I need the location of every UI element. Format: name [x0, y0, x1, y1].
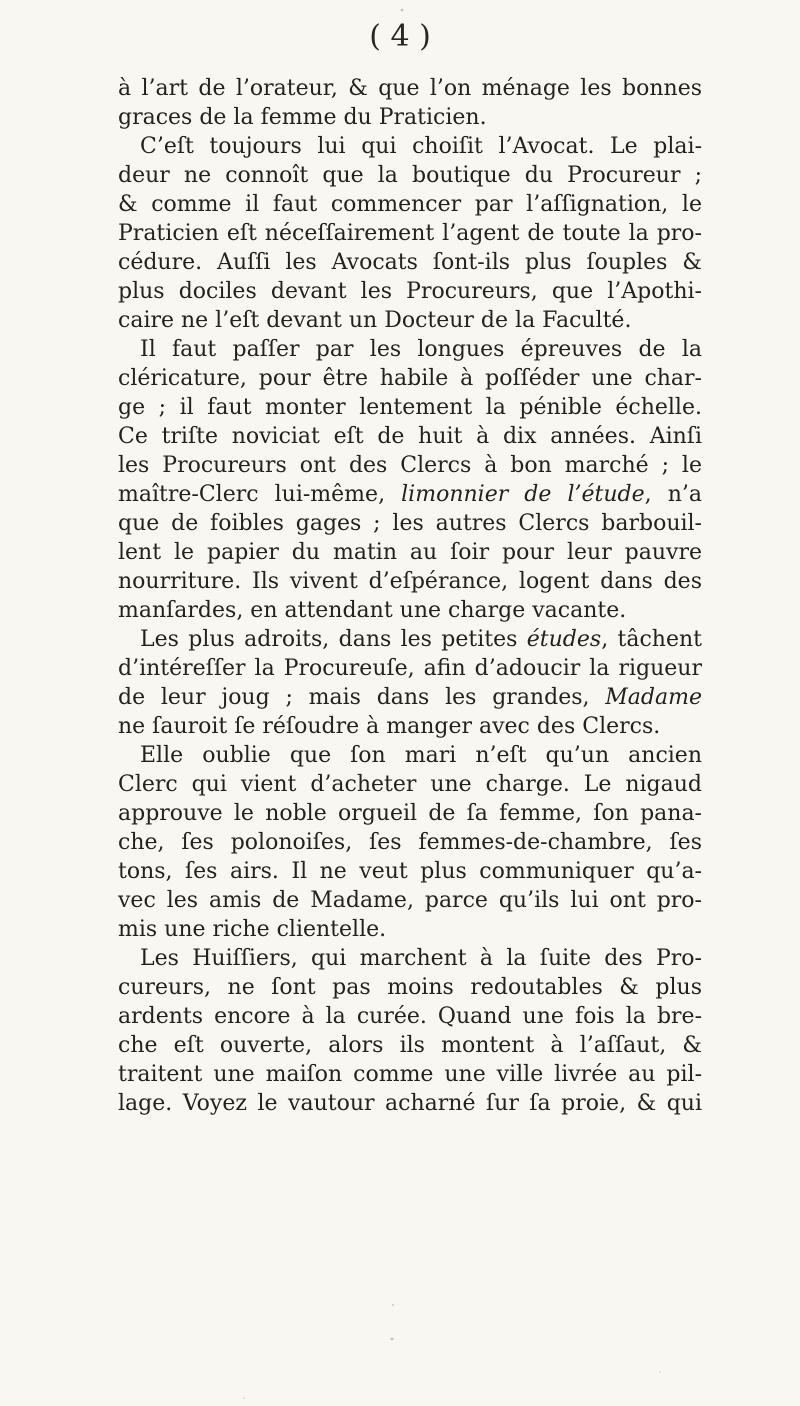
text-line-with-italic — [118, 625, 702, 654]
text-line: cureurs, ne ſont pas moins redoutables & plus — [118, 975, 702, 1000]
text-run: de leur joug ; mais dans les grandes, — [118, 685, 606, 710]
page-number: ( 4 ) — [369, 19, 431, 54]
text-run: maître-Clerc lui-même, — [118, 482, 402, 507]
text-line: C’eſt toujours lui qui choiſit l’Avocat. Le plai- — [140, 134, 702, 159]
text-line: caire ne l’eſt devant un Docteur de la Faculté. — [118, 308, 632, 333]
text-line: lent le papier du matin au ſoir pour leur pauvre — [118, 540, 702, 565]
italic-run: limonnier de l’étude — [401, 482, 645, 507]
text-line: cléricature, pour être habile à poſſéder une char- — [118, 366, 702, 391]
text-line: approuve le noble orgueil de ſa femme, ſon pana- — [118, 801, 702, 826]
text-line: deur ne connoît que la boutique du Procureur ; — [118, 163, 702, 188]
text-line: Elle oublie que ſon mari n’eſt qu’un ancien — [140, 743, 702, 768]
text-line: nourriture. Ils vivent d’eſpérance, logent dans des — [118, 569, 702, 594]
text-line: che eſt ouverte, alors ils montent à l’aſſaut, & — [118, 1033, 702, 1058]
text-run: , n’a — [644, 482, 703, 507]
text-line: que de foibles gages ; les autres Clercs barbouil- — [118, 511, 702, 536]
text-line: cédure. Auſſi les Avocats ſont-ils plus ſouples & — [118, 250, 702, 275]
body-text — [118, 74, 702, 1118]
text-line: tons, ſes airs. Il ne veut plus communiquer qu’a- — [118, 859, 702, 884]
text-run: , tâchent — [601, 627, 702, 652]
text-run: Les plus adroits, dans les petites — [140, 627, 527, 652]
text-line: graces de la femme du Praticien. — [118, 105, 487, 130]
text-line: d’intéreſſer la Procureuſe, afin d’adoucir la rigueur — [118, 656, 702, 681]
text-line-with-italic — [118, 480, 702, 509]
text-line: che, ſes polonoiſes, ſes femmes-de-chambre, ſes — [118, 830, 702, 855]
text-line: manſardes, en attendant une charge vacante. — [118, 598, 627, 623]
text-line: Clerc qui vient d’acheter une charge. Le nigaud — [118, 772, 702, 797]
text-line: les Procureurs ont des Clercs à bon marché ; le — [118, 453, 702, 478]
text-line: Ce triſte noviciat eſt de huit à dix années. Ainſi — [118, 424, 702, 449]
text-line: vec les amis de Madame, parce qu’ils lui ont pro- — [118, 888, 702, 913]
text-line: & comme il faut commencer par l’aſſignation, le — [118, 192, 702, 217]
text-line: ge ; il faut monter lentement la pénible échelle. — [118, 395, 702, 420]
text-line: Il faut paſſer par les longues épreuves de la — [140, 337, 702, 362]
text-line: mis une riche clientelle. — [118, 917, 387, 942]
text-line: Les Huiſſiers, qui marchent à la ſuite des Pro- — [140, 946, 702, 971]
text-line: Praticien eſt néceſſairement l’agent de toute la pro- — [118, 221, 702, 246]
text-line: ne ſauroit ſe réſoudre à manger avec des Clercs. — [118, 714, 661, 739]
text-line: lage. Voyez le vautour acharné ſur ſa proie, & qui — [118, 1091, 702, 1116]
text-line: ardents encore à la curée. Quand une fois la bre- — [118, 1004, 702, 1029]
italic-run: études — [526, 627, 602, 652]
text-line: plus dociles devant les Procureurs, que l’Apothi- — [118, 279, 702, 304]
text-line-with-italic — [118, 683, 702, 712]
text-line: traitent une maiſon comme une ville livrée au pil- — [118, 1062, 702, 1087]
italic-run: Madame — [605, 685, 702, 710]
text-line: à l’art de l’orateur, & que l’on ménage les bonnes — [118, 76, 702, 101]
